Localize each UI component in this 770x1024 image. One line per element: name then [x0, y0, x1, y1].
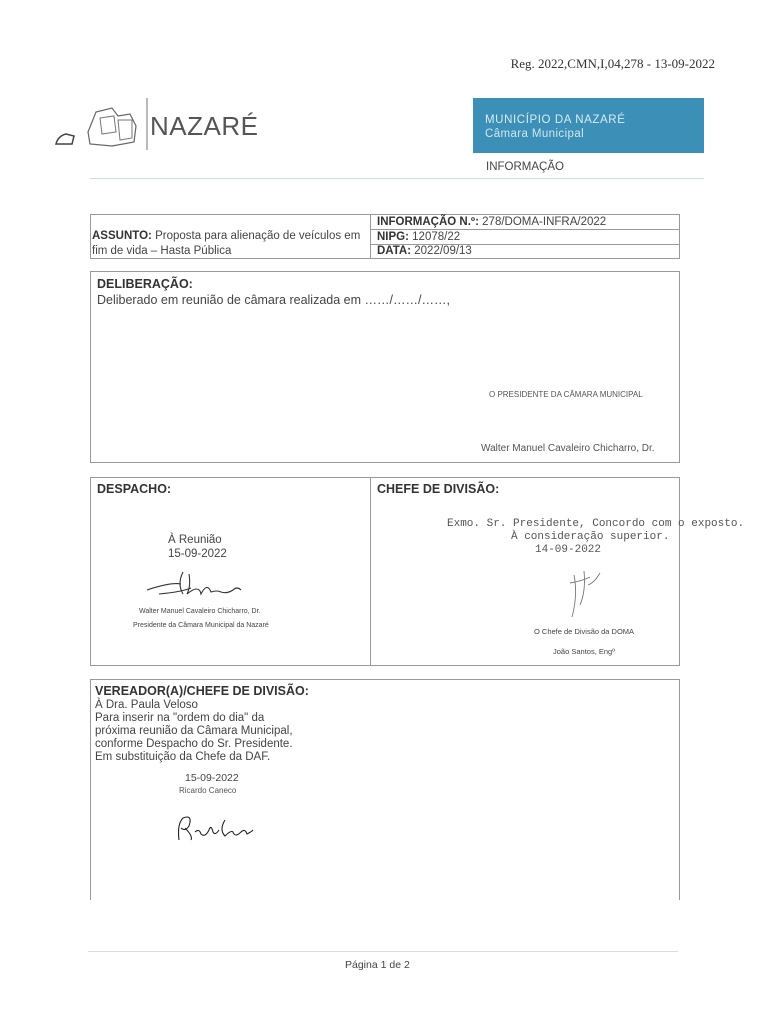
municipality-banner [473, 98, 704, 153]
banner-title: MUNICÍPIO DA NAZARÉ [485, 114, 626, 126]
page-number: Página 1 de 2 [345, 959, 410, 971]
chefe-sig-title: O Chefe de Divisão da DOMA [534, 627, 635, 636]
vereador-line-3: próxima reunião da Câmara Municipal, [95, 725, 293, 737]
despacho-box [90, 477, 370, 666]
deliberacao-box [90, 271, 680, 463]
chefe-box [370, 477, 680, 666]
vereador-line-2: Para inserir na "ordem do dia" da [95, 712, 265, 724]
vereador-text [95, 699, 293, 764]
info-divider-1 [371, 229, 679, 230]
despacho-date: 15-09-2022 [168, 548, 227, 560]
footer-divider [88, 951, 678, 952]
chefe-line-2: À consideração superior. [511, 531, 670, 543]
chefe-line-1: Exmo. Sr. Presidente, Concordo com o exposto. [447, 518, 745, 530]
vereador-line-5: Em substituição da Chefe da DAF. [95, 751, 271, 763]
chefe-date: 14-09-2022 [535, 544, 602, 556]
president-name: Walter Manuel Cavaleiro Chicharro, Dr. [481, 443, 655, 454]
vereador-line-4: conforme Despacho do Sr. Presidente. [95, 738, 293, 750]
vereador-date: 15-09-2022 [185, 772, 239, 784]
despacho-sig-name: Walter Manuel Cavaleiro Chicharro, Dr. [139, 608, 261, 615]
chefe-signature-icon [560, 565, 610, 621]
vereador-line-1: À Dra. Paula Veloso [95, 699, 198, 711]
info-box [370, 214, 680, 259]
vereador-name: Ricardo Caneco [179, 786, 237, 795]
vereador-signature-icon [171, 810, 267, 846]
info-number: INFORMAÇÃO N.º: 278/DOMA-INFRA/2022 [377, 216, 607, 228]
header-divider [90, 178, 704, 179]
deliberacao-text: Deliberado em reunião de câmara realizada em ……/……/……, [97, 293, 450, 307]
nazare-logo-icon [52, 98, 152, 158]
chefe-sig-name: João Santos, Engº [553, 647, 615, 656]
banner-subtitle: Câmara Municipal [485, 128, 585, 140]
despacho-label: DESPACHO: [97, 482, 172, 496]
chefe-label: CHEFE DE DIVISÃO: [377, 482, 500, 496]
despacho-line-1: À Reunião [168, 534, 222, 546]
section-label: INFORMAÇÃO [486, 161, 564, 173]
vereador-label: VEREADOR(A)/CHEFE DE DIVISÃO: [95, 684, 309, 698]
deliberacao-label: DELIBERAÇÃO: [97, 277, 193, 291]
registration-number: Reg. 2022,CMN,I,04,278 - 13-09-2022 [510, 56, 715, 71]
date: DATA: 2022/09/13 [377, 245, 472, 257]
despacho-sig-title: Presidente da Câmara Municipal da Nazaré [133, 622, 269, 629]
brand-name: NAZARÉ [150, 111, 259, 141]
assunto-line-1: ASSUNTO: Proposta para alienação de veículos em [92, 230, 361, 242]
assunto-line-2: fim de vida – Hasta Pública [92, 245, 232, 257]
subject-box [90, 214, 370, 259]
president-signature-icon [141, 564, 251, 600]
president-title: O PRESIDENTE DA CÂMARA MUNICIPAL [489, 390, 643, 399]
nipg: NIPG: 12078/22 [377, 231, 461, 243]
vereador-box [90, 679, 680, 900]
